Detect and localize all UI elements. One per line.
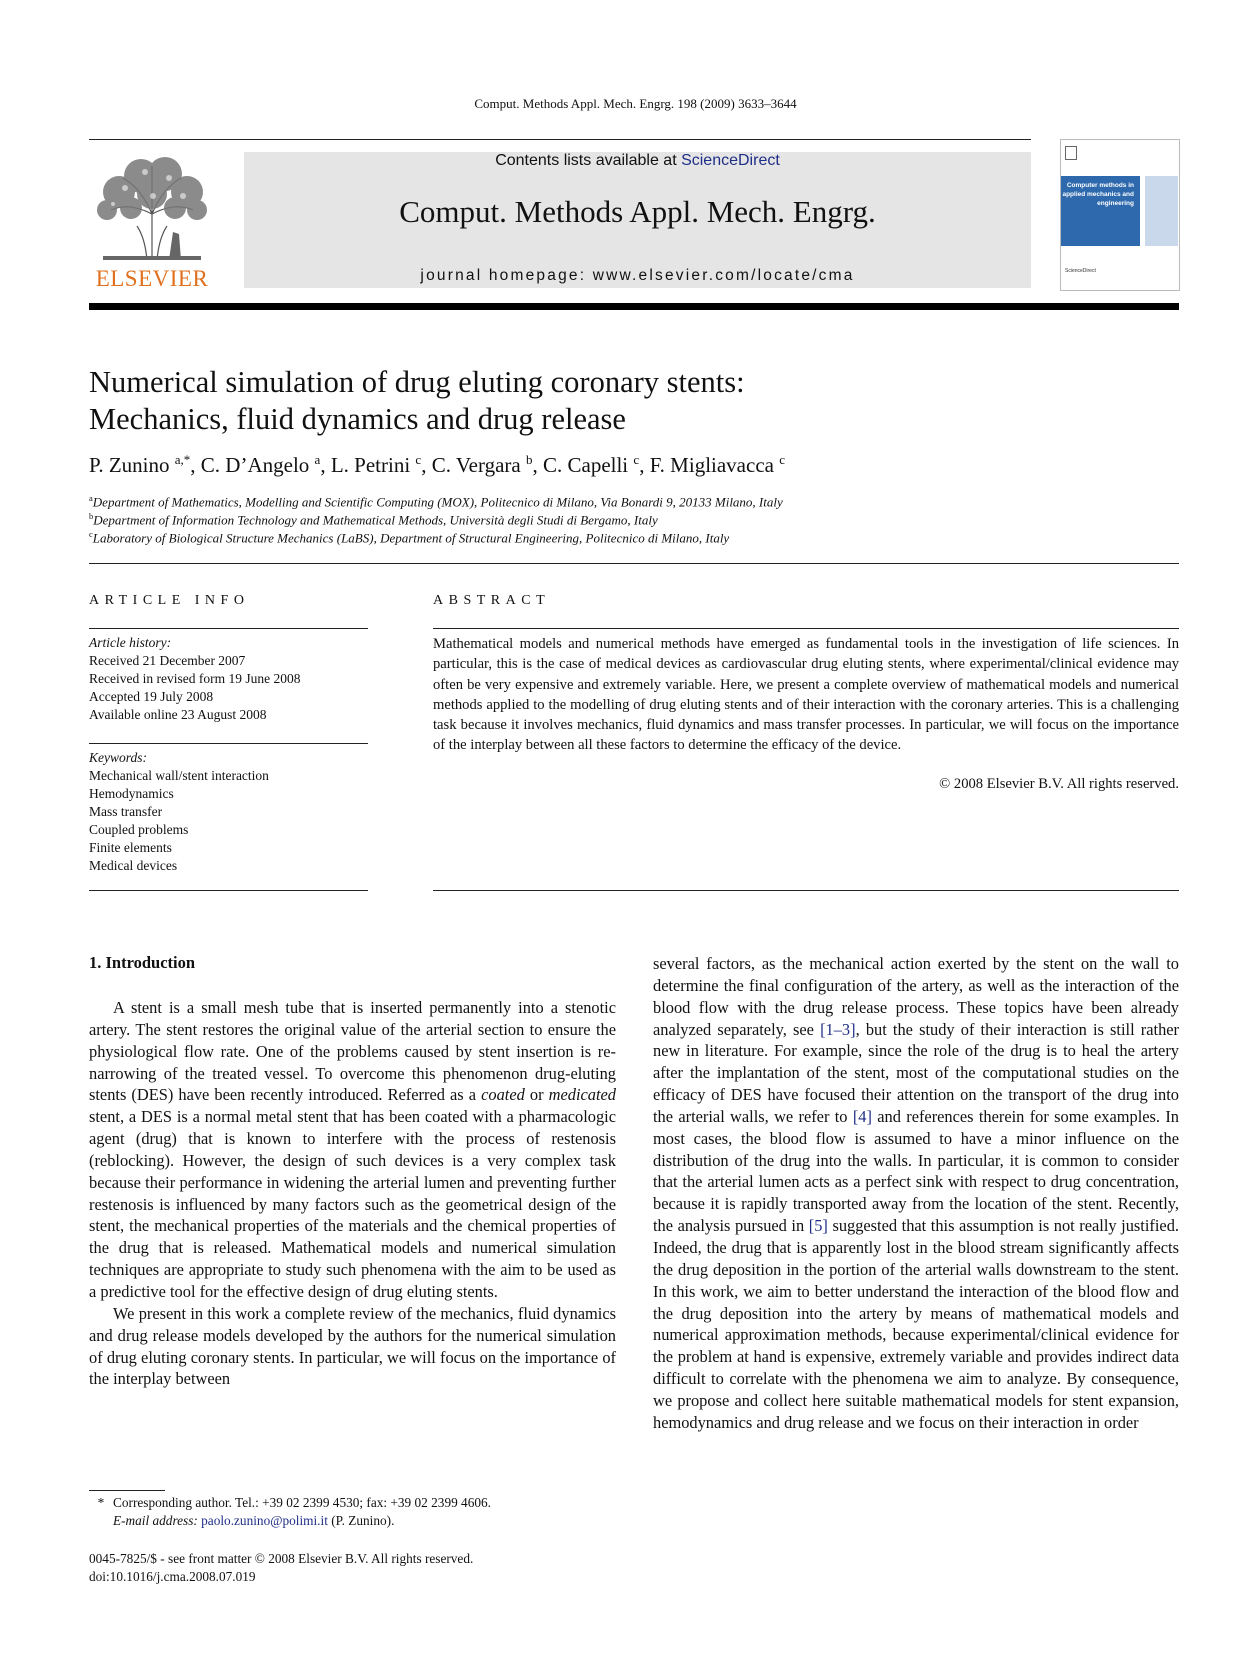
article-history — [89, 634, 368, 724]
text-run: stent, a DES is a normal metal stent that has been coated with a pharmacologic agent (drug) that is known to interfere with the process of restenosis (reblocking). However, the design of such devices is a very complex task because their performance in widening the arterial lumen and preventing further restenosis is influenced by many factors such as the geometrical design of the stent, the mechanical properties of the materials and the chemical properties of the drug that is released. Mathematical models and numerical simulation techniques are appropriate to study such phenomena with the aim to be used as a predictive tool for the effective design of drug eluting stents. — [89, 1107, 616, 1301]
author-affiliation-mark[interactable]: c — [779, 452, 785, 467]
text-run: several factors, as the mechanical action exerted by the stent on the wall to determine the final configuration of the artery, as well as the interaction of the blood flow with the drug release process. These topics have been already analyzed separately, see — [653, 954, 1179, 1039]
cover-title-block: Computer methods in applied mechanics and engineering — [1061, 176, 1140, 246]
article-info-heading: ARTICLE INFO — [89, 593, 250, 608]
author-name: C. Vergara — [431, 453, 521, 477]
article-info-rule — [89, 628, 368, 629]
elsevier-tree-icon — [89, 152, 215, 264]
history-item: Accepted 19 July 2008 — [89, 689, 214, 704]
corresponding-author-footnote — [89, 1494, 616, 1530]
author-affiliation-mark[interactable]: a — [314, 452, 321, 467]
body-column-left — [89, 997, 616, 1390]
body-paragraph — [89, 997, 616, 1303]
paper-title — [89, 364, 1139, 438]
contents-prefix: Contents lists available at — [495, 152, 682, 169]
masthead-thick-rule — [89, 303, 1179, 310]
affiliation-text: Laboratory of Biological Structure Mechanics (LaBS), Department of Structural Engineering, Politecnico di Milano, Italy — [92, 530, 730, 546]
author-affiliation-mark[interactable]: a,* — [174, 452, 191, 467]
paper-title-line-1: Numerical simulation of drug eluting coronary stents: — [89, 365, 745, 399]
article-info-rule — [89, 890, 368, 891]
masthead-band — [244, 152, 1031, 288]
author-name: F. Migliavacca — [649, 453, 774, 477]
journal-cover-thumbnail[interactable] — [1060, 139, 1180, 291]
text-run: or — [524, 1085, 549, 1105]
citation-link[interactable]: [1–3] — [820, 1019, 856, 1039]
doi-line[interactable]: doi:10.1016/j.cma.2008.07.019 — [89, 1569, 256, 1584]
author-affiliation-mark[interactable]: c — [415, 452, 422, 467]
affiliation-mark: c — [89, 529, 93, 539]
history-item: Available online 23 August 2008 — [89, 707, 267, 722]
affiliation-b — [89, 511, 1179, 528]
affiliation-mark: a — [89, 493, 93, 503]
affiliation-c — [89, 529, 1179, 546]
front-matter-info — [89, 1550, 689, 1586]
citation-link[interactable]: [5] — [808, 1216, 828, 1236]
text-run: suggested that this assumption is not really justified. Indeed, the drug that is apparently lost in the blood stream significantly affects the drug deposition in the portion of the arterial walls downstream to the stent. In this work, we aim to better understand the interaction of the blood flow and the drug deposition into the artery by means of mathematical models and numerical approximation methods, because experimental/clinical evidence for the problem at hand is expensive, extremely variable and provides indirect data difficult to correlate with the phenomena we aim to analyze. By consequence, we propose and collect here suitable mathematical models for stent expansion, hemodynamics and drug release and we focus on their interaction in order — [653, 1216, 1179, 1432]
email-label: E-mail address: — [113, 1513, 202, 1528]
keywords — [89, 749, 368, 875]
cover-side-block — [1145, 176, 1178, 246]
history-item: Received in revised form 19 June 2008 — [89, 671, 301, 686]
abstract-copyright: © 2008 Elsevier B.V. All rights reserved. — [939, 776, 1179, 792]
email-link[interactable]: paolo.zunino@polimi.it — [201, 1513, 328, 1528]
keywords-label: Keywords: — [89, 750, 147, 765]
abstract-rule — [433, 890, 1179, 891]
abstract-heading: ABSTRACT — [433, 593, 551, 608]
elsevier-logo[interactable] — [89, 152, 215, 292]
body-paragraph: We present in this work a complete review of the mechanics, fluid dynamics and drug release models developed by the authors for the numerical simulation of drug eluting coronary stents. In particular, we will focus on the importance of the interplay between — [89, 1303, 616, 1389]
author-affiliation-mark[interactable]: c — [633, 452, 640, 467]
abstract-rule — [433, 628, 1179, 629]
keyword-item: Mass transfer — [89, 804, 163, 819]
keyword-item: Mechanical wall/stent interaction — [89, 768, 269, 783]
affiliation-a — [89, 493, 1179, 510]
email-suffix: (P. Zunino). — [327, 1513, 395, 1528]
footnote-rule — [89, 1490, 165, 1491]
affiliation-mark: b — [89, 511, 94, 521]
author-name: L. Petrini — [330, 453, 411, 477]
keyword-item: Medical devices — [89, 858, 178, 873]
elsevier-wordmark: ELSEVIER — [95, 266, 209, 291]
journal-title: Comput. Methods Appl. Mech. Engrg. — [399, 194, 876, 229]
body-column-right — [653, 953, 1179, 1434]
affiliation-text: Department of Information Technology and Mathematical Methods, Università degli Studi di Bergamo, Italy — [93, 512, 658, 528]
abstract-text: Mathematical models and numerical methods have emerged as fundamental tools in the investigation of life sciences. In particular, this is the case of medical devices as cardiovascular drug eluting stents, where experimental/clinical evidence may often be very expensive and extremely variable. Here, we present a complete overview of mathematical models and numerical methods applied to the modelling of drug eluting stents and of their interaction with the coronary arteries. This is a challenging task because it involves mechanics, fluid dynamics and mass transfer processes. In particular, we will focus on the importance of the interplay between all these factors to determine the efficacy of the device. — [433, 636, 1179, 754]
body-paragraph — [653, 953, 1179, 1434]
issn-line: 0045-7825/$ - see front matter © 2008 Elsevier B.V. All rights reserved. — [89, 1551, 474, 1566]
citation-link[interactable]: [4] — [852, 1106, 872, 1126]
emphasis-coated: coated — [481, 1085, 525, 1105]
footnote-contact: Corresponding author. Tel.: +39 02 2399 4530; fax: +39 02 2399 4606. — [113, 1495, 491, 1510]
keyword-item: Hemodynamics — [89, 786, 174, 801]
affiliation-rule — [89, 563, 1179, 564]
contents-line — [244, 152, 1031, 170]
text-run: A stent is a small mesh tube that is inserted permanently into a stenotic artery. The stent restores the original value of the arterial section to ensure the physiological flow rate. One of the problems caused by stent insertion is re-narrowing of the treated vessel. To overcome this phenomenon drug-eluting stents (DES) have been recently introduced. Referred as a — [89, 998, 616, 1105]
keyword-item: Finite elements — [89, 840, 172, 855]
author-name: C. D’Angelo — [200, 453, 310, 477]
sciencedirect-link[interactable]: ScienceDirect — [681, 152, 780, 169]
footnote-mark: * — [97, 1495, 105, 1510]
author-name: P. Zunino — [89, 453, 170, 477]
running-head: Comput. Methods Appl. Mech. Engrg. 198 (2009) 3633–3644 — [474, 96, 797, 111]
affiliation-text: Department of Mathematics, Modelling and Scientific Computing (MOX), Politecnico di Milano, Via Bonardi 9, 20133 Milano, Italy — [92, 494, 783, 510]
article-history-label: Article history: — [89, 635, 172, 650]
paper-title-line-2: Mechanics, fluid dynamics and drug release — [89, 402, 626, 436]
author-name: C. Capelli — [542, 453, 629, 477]
masthead-top-rule — [89, 139, 1031, 140]
keyword-item: Coupled problems — [89, 822, 189, 837]
cover-small-text: ScienceDirect — [1065, 268, 1096, 274]
section-heading-introduction: 1. Introduction — [89, 953, 196, 972]
emphasis-medicated: medicated — [548, 1085, 616, 1105]
history-item: Received 21 December 2007 — [89, 653, 246, 668]
text-run: and references therein for some examples. In most cases, the blood flow is assumed to have a minor influence on the distribution of the drug into the walls. In particular, it is common to consider that the arterial lumen acts as a perfect sink with respect to drug concentration, because it is rapidly transported away from the location of the stent. Recently, the analysis pursued in — [653, 1106, 1179, 1236]
author-affiliation-mark[interactable]: b — [525, 452, 533, 467]
journal-homepage[interactable]: journal homepage: www.elsevier.com/locate/cma — [420, 267, 855, 284]
author-list: P. Zunino $^{a,*}$, C. D’Angelo $^a$, L. Petrini $^c$, C. Vergara $^b$, C. Capelli $^c$, F. Migliavacca $^c$ — [89, 452, 785, 477]
cover-logo-icon — [1065, 146, 1077, 160]
article-info-rule — [89, 743, 368, 744]
text-run: , but the study of their interaction is still rather new in literature. For example, since the role of the drug is to heal the artery after the implantation of the stent, most of the computational studies on the efficacy of DES have focused their attention on the transport of the drug into the arterial walls, we refer to — [653, 1019, 1179, 1126]
